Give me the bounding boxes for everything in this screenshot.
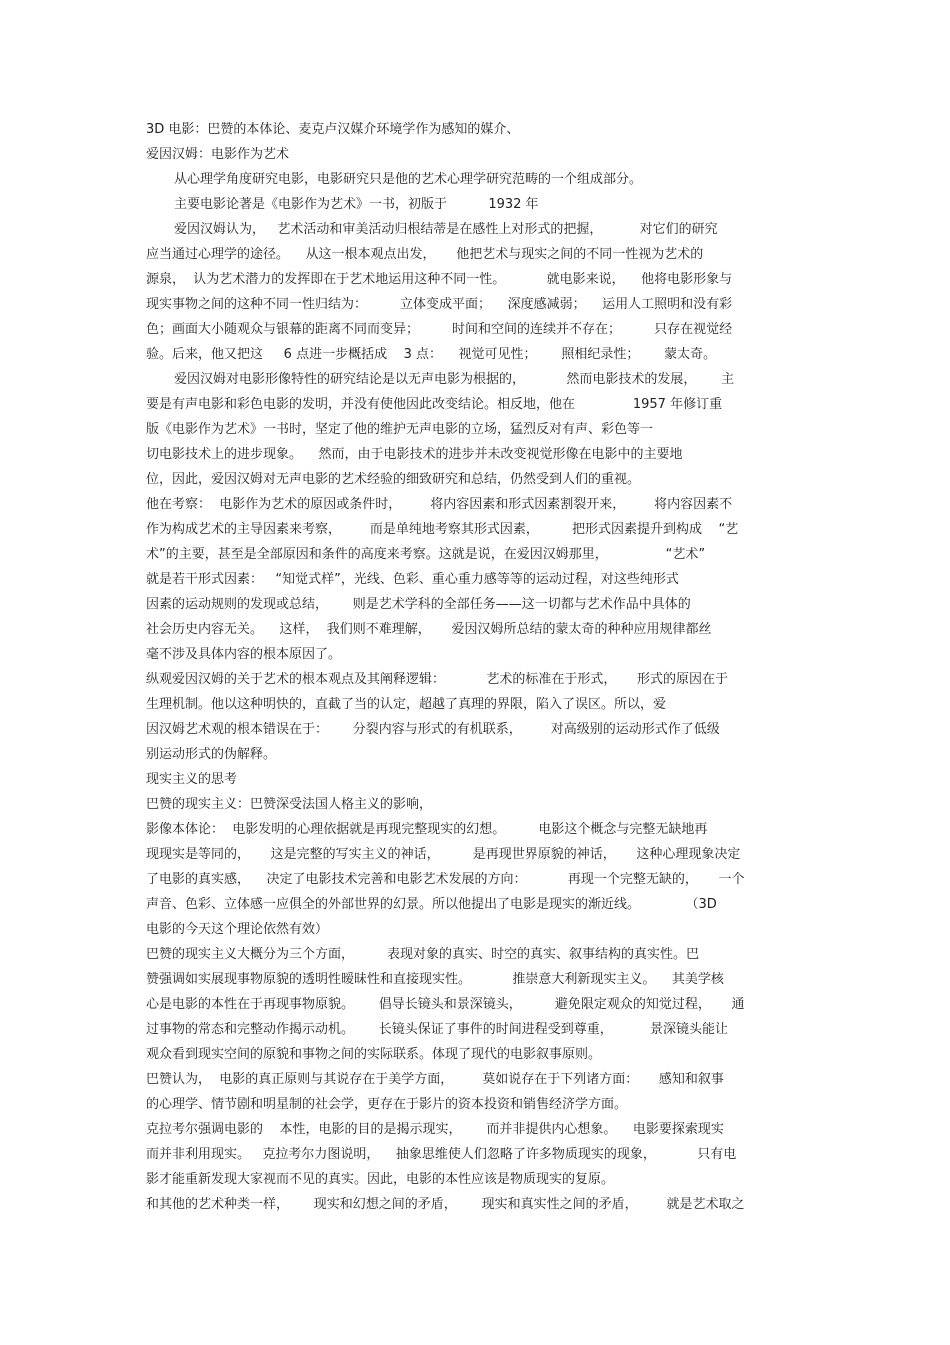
text-line: 社会历史内容无关。 这样， 我们则不难理解， 爱因汉姆所总结的蒙太奇的种种应用规律都丝 (146, 622, 712, 637)
text-line: 生理机制。他以这种明快的，直截了当的认定，超越了真理的界限，陷入了误区。所以，爱 (146, 697, 667, 712)
text-line: 和其他的艺术种类一样， 现实和幻想之间的矛盾， 现实和真实性之间的矛盾， 就是艺术取之 (146, 1197, 745, 1212)
text-line: 巴赞认为， 电影的真正原则与其说存在于美学方面， 莫如说存在于下列诸方面： 感知和叙事 (146, 1072, 724, 1087)
text-line: 现实事物之间的这种不同一性归结为： 立体变成平面； 深度感减弱； 运用人工照明和没有彩 (146, 297, 733, 312)
text-line: 位，因此，爱因汉姆对无声电影的艺术经验的细致研究和总结，仍然受到人们的重视。 (146, 472, 641, 487)
text-line: 他在考察： 电影作为艺术的原因或条件时， 将内容因素和形式因素割裂开来， 将内容因素不 (146, 497, 733, 512)
text-line: 3D 电影：巴赞的本体论、麦克卢汉媒介环境学作为感知的媒介、 (146, 122, 520, 137)
text-line: 版《电影作为艺术》一书时，坚定了他的维护无声电影的立场，猛烈反对有声、彩色等一 (146, 422, 654, 437)
text-line: 赞强调如实展现事物原貌的透明性暧昧性和直接现实性。 推崇意大利新现实主义。 其美学核 (146, 972, 724, 987)
text-line: 应当通过心理学的途径。 从这一根本观点出发， 他把艺术与现实之间的不同一性视为艺术的 (146, 247, 704, 262)
text-line: 作为构成艺术的主导因素来考察， 而是单纯地考察其形式因素， 把形式因素提升到构成 “艺 (146, 522, 739, 537)
text-line: 主要电影论著是《电影作为艺术》一书，初版于 1932 年 (174, 197, 539, 212)
text-line: 巴赞的现实主义：巴赞深受法国人格主义的影响， (146, 797, 433, 812)
text-line: 毫不涉及具体内容的根本原因了。 (146, 647, 342, 662)
text-line: 验。后来，他又把这 6 点进一步概括成 3 点： 视觉可见性； 照相纪录性； 蒙太奇。 (146, 347, 717, 362)
text-line: 爱因汉姆：电影作为艺术 (146, 147, 290, 162)
text-line: 观众看到现实空间的原貌和事物之间的实际联系。体现了现代的电影叙事原则。 (146, 1047, 602, 1062)
text-line: 声音、色彩、立体感一应俱全的外部世界的幻景。所以他提出了电影是现实的渐近线。 （3D (146, 897, 717, 912)
text-line: 从心理学角度研究电影，电影研究只是他的艺术心理学研究范畴的一个组成部分。 (174, 172, 643, 187)
text-line: 巴赞的现实主义大概分为三个方面， 表现对象的真实、时空的真实、叙事结构的真实性。巴 (146, 947, 700, 962)
text-line: 就是若干形式因素： “知觉式样”，光线、色彩、重心重力感等等的运动过程，对这些纯形式 (146, 572, 679, 587)
text-line: 过事物的常态和完整动作揭示动机。 长镜头保证了事件的时间进程受到尊重， 景深镜头能让 (146, 1022, 728, 1037)
text-line: 影才能重新发现大家视而不见的真实。因此，电影的本性应该是物质现实的复原。 (146, 1172, 615, 1187)
text-line: 电影的今天这个理论依然有效） (146, 922, 329, 937)
text-line: 源泉， 认为艺术潜力的发挥即在于艺术地运用这种不同一性。 就电影来说， 他将电影形象与 (146, 272, 733, 287)
text-line: 要是有声电影和彩色电影的发明，并没有使他因此改变结论。相反地，他在 1957 年修订重 (146, 397, 723, 412)
text-line: 色；画面大小随观众与银幕的距离不同而变异； 时间和空间的连续并不存在； 只存在视觉经 (146, 322, 733, 337)
text-line: 影像本体论： 电影发明的心理依据就是再现完整现实的幻想。 电影这个概念与完整无缺地再 (146, 822, 708, 837)
text-line: 心是电影的本性在于再现事物原貌。 倡导长镜头和景深镜头， 避免限定观众的知觉过程， 通 (146, 997, 745, 1012)
text-line: 术”的主要，甚至是全部原因和条件的高度来考察。这就是说，在爱因汉姆那里， “艺术” (146, 547, 706, 562)
text-line: 的心理学、情节剧和明星制的社会学，更存在于影片的资本投资和销售经济学方面。 (146, 1097, 628, 1112)
text-line: 纵观爱因汉姆的关于艺术的根本观点及其阐释逻辑： 艺术的标准在于形式， 形式的原因在于 (146, 672, 728, 687)
text-line: 切电影技术上的进步现象。 然而，由于电影技术的进步并未改变视觉形像在电影中的主要地 (146, 447, 683, 462)
text-line: 现现实是等同的， 这是完整的写实主义的神话， 是再现世界原貌的神话， 这种心理现象决定 (146, 847, 741, 862)
text-line: 克拉考尔强调电影的 本性，电影的目的是揭示现实， 而并非提供内心想象。 电影要探索现实 (146, 1122, 724, 1137)
text-line: 了电影的真实感， 决定了电影技术完善和电影艺术发展的方向： 再现一个完整无缺的， 一个 (146, 872, 745, 887)
text-line: 爱因汉姆对电影形像特性的研究结论是以无声电影为根据的， 然而电影技术的发展， 主 (174, 372, 735, 387)
text-line: 爱因汉姆认为， 艺术活动和审美活动归根结蒂是在感性上对形式的把握， 对它们的研究 (174, 222, 718, 237)
section-heading: 现实主义的思考 (146, 772, 238, 787)
text-line: 别运动形式的伪解释。 (146, 747, 277, 762)
text-line: 而并非利用现实。 克拉考尔力图说明， 抽象思维使人们忽略了许多物质现实的现象， 只有电 (146, 1147, 737, 1162)
text-line: 因素的运动规则的发现或总结， 则是艺术学科的全部任务——这一切都与艺术作品中具体的 (146, 597, 691, 612)
text-line: 因汉姆艺术观的根本错误在于： 分裂内容与形式的有机联系， 对高级别的运动形式作了低级 (146, 722, 720, 737)
